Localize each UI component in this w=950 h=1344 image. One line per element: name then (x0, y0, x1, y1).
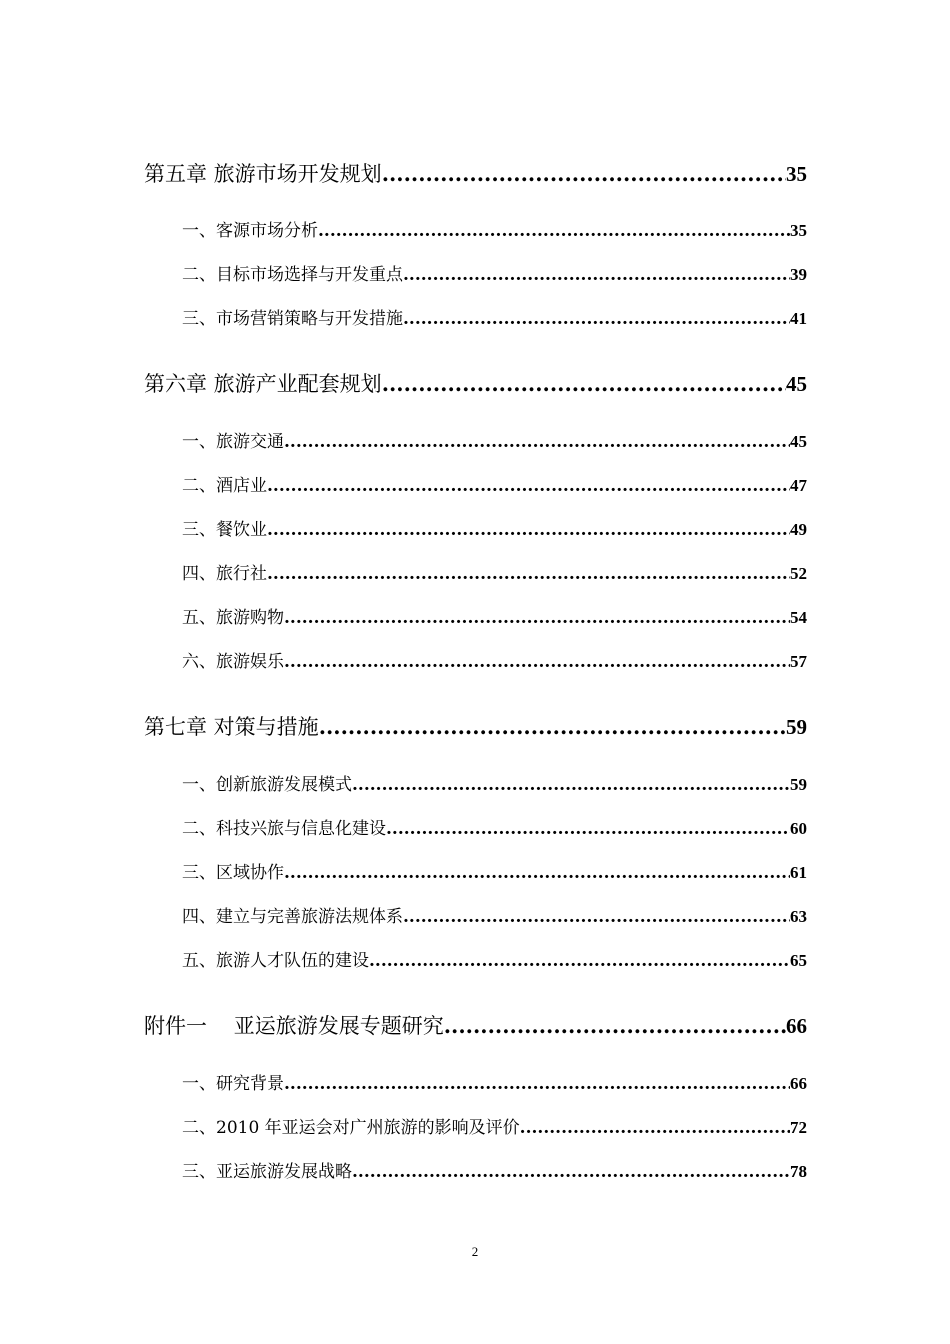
toc-dot-leader (284, 863, 790, 883)
toc-dot-leader (284, 432, 790, 452)
toc-entry-title: 三、亚运旅游发展战略 (182, 1162, 352, 1182)
toc-entry-title: 二、目标市场选择与开发重点 (182, 265, 403, 285)
toc-entry-page: 72 (790, 1118, 807, 1137)
toc-dot-leader (403, 907, 790, 927)
toc-entry-title: 第五章 旅游市场开发规划 (144, 162, 382, 186)
toc-entry-title: 一、旅游交通 (182, 432, 284, 452)
toc-entry-title: 第七章 对策与措施 (144, 715, 319, 739)
toc-section-entry[interactable] (182, 902, 807, 927)
toc-section-entry[interactable] (182, 304, 807, 329)
toc-dot-leader (382, 371, 786, 396)
toc-dot-leader (267, 476, 790, 496)
toc-entry-title: 五、旅游人才队伍的建设 (182, 951, 369, 971)
toc-entry-page: 47 (790, 476, 807, 495)
page-number: 2 (471, 1244, 479, 1259)
toc-dot-leader (382, 161, 786, 186)
toc-entry-page: 52 (790, 564, 807, 583)
toc-dot-leader (267, 564, 790, 584)
toc-entry-page: 49 (790, 520, 807, 539)
toc-chapter-entry[interactable] (144, 368, 807, 398)
toc-entry-page: 45 (790, 432, 807, 451)
toc-dot-leader (444, 1013, 786, 1038)
toc-dot-leader (352, 1162, 790, 1182)
toc-entry-page: 78 (790, 1162, 807, 1181)
toc-entry-title: 五、旅游购物 (182, 608, 284, 628)
toc-section-entry[interactable] (182, 603, 807, 628)
toc-entry-title: 三、区域协作 (182, 863, 284, 883)
toc-entry-page: 66 (786, 1014, 807, 1038)
toc-entry-title: 四、旅行社 (182, 564, 267, 584)
toc-entry-page: 65 (790, 951, 807, 970)
toc-dot-leader (284, 652, 790, 672)
toc-entry-page: 57 (790, 652, 807, 671)
toc-entry-page: 66 (790, 1074, 807, 1093)
toc-entry-page: 54 (790, 608, 807, 627)
toc-section-entry[interactable] (182, 946, 807, 971)
toc-entry-page: 61 (790, 863, 807, 882)
toc-section-entry[interactable] (182, 858, 807, 883)
toc-entry-page: 41 (790, 309, 807, 328)
toc-section-entry[interactable] (182, 1069, 807, 1094)
toc-entry-title: 三、餐饮业 (182, 520, 267, 540)
toc-section-entry[interactable] (182, 559, 807, 584)
toc-dot-leader (284, 608, 790, 628)
toc-section-entry[interactable] (182, 515, 807, 540)
toc-entry-title: 一、创新旅游发展模式 (182, 775, 352, 795)
toc-chapter-entry[interactable] (144, 158, 807, 188)
toc-entry-title: 二、酒店业 (182, 476, 267, 496)
toc-entry-title: 一、研究背景 (182, 1074, 284, 1094)
toc-section-entry[interactable] (182, 814, 807, 839)
toc-dot-leader (403, 265, 790, 285)
toc-dot-leader (352, 775, 790, 795)
toc-section-entry[interactable] (182, 1113, 807, 1138)
toc-section-entry[interactable] (182, 260, 807, 285)
toc-dot-leader (319, 714, 786, 739)
toc-entry-page: 35 (786, 162, 807, 186)
toc-entry-page: 45 (786, 372, 807, 396)
toc-section-entry[interactable] (182, 1157, 807, 1182)
toc-dot-leader (520, 1118, 790, 1138)
toc-entry-title: 一、客源市场分析 (182, 221, 318, 241)
toc-entry-page: 63 (790, 907, 807, 926)
toc-entry-page: 35 (790, 221, 807, 240)
toc-entry-title: 第六章 旅游产业配套规划 (144, 372, 382, 396)
toc-entry-title: 三、市场营销策略与开发措施 (182, 309, 403, 329)
toc-dot-leader (369, 951, 790, 971)
toc-chapter-entry[interactable] (144, 711, 807, 741)
toc-dot-leader (318, 221, 790, 241)
toc-section-entry[interactable] (182, 770, 807, 795)
toc-dot-leader (386, 819, 790, 839)
toc-section-entry[interactable] (182, 427, 807, 452)
toc-entry-title: 四、建立与完善旅游法规体系 (182, 907, 403, 927)
toc-entry-page: 39 (790, 265, 807, 284)
toc-entry-title: 附件一 亚运旅游发展专题研究 (144, 1014, 444, 1038)
toc-dot-leader (267, 520, 790, 540)
toc-dot-leader (284, 1074, 790, 1094)
toc-section-entry[interactable] (182, 471, 807, 496)
toc-entry-page: 60 (790, 819, 807, 838)
toc-entry-title: 二、2010 年亚运会对广州旅游的影响及评价 (182, 1118, 520, 1138)
toc-entry-page: 59 (786, 715, 807, 739)
toc-section-entry[interactable] (182, 216, 807, 241)
toc-chapter-entry[interactable] (144, 1010, 807, 1040)
toc-dot-leader (403, 309, 790, 329)
toc-section-entry[interactable] (182, 647, 807, 672)
toc-entry-title: 六、旅游娱乐 (182, 652, 284, 672)
toc-entry-page: 59 (790, 775, 807, 794)
toc-entry-title: 二、科技兴旅与信息化建设 (182, 819, 386, 839)
